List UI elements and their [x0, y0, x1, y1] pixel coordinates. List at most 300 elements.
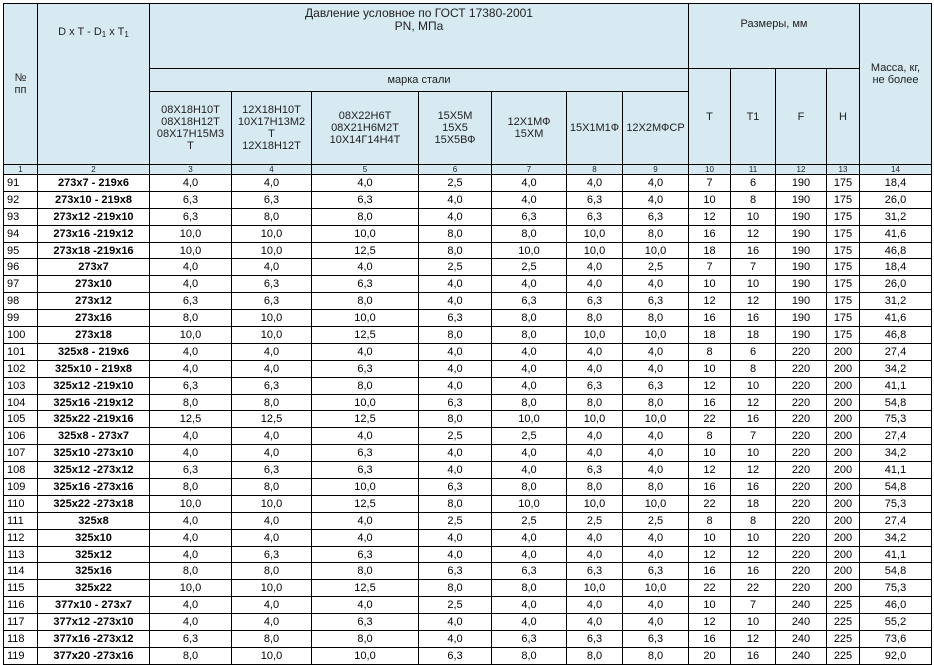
value-cell: 4,0 — [419, 631, 492, 648]
table-row — [4, 512, 932, 529]
value-cell: 4,0 — [492, 377, 567, 394]
value-cell: 10 — [689, 529, 731, 546]
value-cell: 10,0 — [567, 327, 623, 344]
value-cell: 200 — [827, 343, 860, 360]
value-cell: 10,0 — [567, 580, 623, 597]
value-cell: 4,0 — [232, 614, 312, 631]
value-cell: 2,5 — [419, 175, 492, 192]
value-cell: 6,3 — [567, 462, 623, 479]
value-cell: 8 — [731, 360, 776, 377]
value-cell: 6,3 — [312, 546, 419, 563]
value-cell: 190 — [776, 276, 827, 293]
value-cell: 220 — [776, 546, 827, 563]
value-cell: 6,3 — [232, 377, 312, 394]
value-cell: 41,1 — [860, 462, 932, 479]
value-cell: 4,0 — [312, 343, 419, 360]
dimension-cell: 325x8 — [38, 512, 150, 529]
table-row — [4, 310, 932, 327]
value-cell: 16 — [689, 310, 731, 327]
value-cell: 12 — [689, 462, 731, 479]
value-cell: 4,0 — [567, 428, 623, 445]
header-grade-3: 08Х22Н6Т 08Х21Н6М2Т 10Х14Г14Н4Т — [312, 92, 419, 165]
value-cell: 220 — [776, 394, 827, 411]
value-cell: 8,0 — [623, 647, 689, 664]
value-cell: 16 — [731, 242, 776, 259]
value-cell: 4,0 — [312, 428, 419, 445]
dimension-cell: 273x7 - 219x6 — [38, 175, 150, 192]
row-number-cell: 99 — [4, 310, 38, 327]
value-cell: 6,3 — [623, 563, 689, 580]
value-cell: 34,2 — [860, 529, 932, 546]
value-cell: 12 — [731, 546, 776, 563]
value-cell: 4,0 — [419, 377, 492, 394]
column-number-11: 11 — [731, 165, 776, 175]
value-cell: 2,5 — [567, 512, 623, 529]
row-number-cell: 109 — [4, 479, 38, 496]
flange-spec-table — [3, 3, 932, 665]
value-cell: 4,0 — [150, 512, 232, 529]
value-cell: 8,0 — [492, 647, 567, 664]
value-cell: 4,0 — [419, 529, 492, 546]
value-cell: 6,3 — [623, 377, 689, 394]
value-cell: 10,0 — [312, 479, 419, 496]
value-cell: 8,0 — [623, 479, 689, 496]
value-cell: 6,3 — [492, 631, 567, 648]
value-cell: 200 — [827, 411, 860, 428]
value-cell: 8,0 — [623, 225, 689, 242]
value-cell: 16 — [689, 631, 731, 648]
value-cell: 240 — [776, 614, 827, 631]
value-cell: 7 — [689, 175, 731, 192]
value-cell: 12,5 — [232, 411, 312, 428]
value-cell: 26,0 — [860, 191, 932, 208]
value-cell: 175 — [827, 327, 860, 344]
table-row — [4, 428, 932, 445]
table-row — [4, 225, 932, 242]
value-cell: 7 — [731, 259, 776, 276]
value-cell: 6,3 — [232, 293, 312, 310]
header-grade-6: 15Х1М1Ф — [567, 92, 623, 165]
value-cell: 6,3 — [232, 546, 312, 563]
value-cell: 4,0 — [419, 208, 492, 225]
value-cell: 8,0 — [232, 631, 312, 648]
value-cell: 175 — [827, 276, 860, 293]
value-cell: 6,3 — [419, 563, 492, 580]
value-cell: 10,0 — [623, 495, 689, 512]
value-cell: 16 — [689, 479, 731, 496]
value-cell: 200 — [827, 563, 860, 580]
value-cell: 22 — [731, 580, 776, 597]
value-cell: 41,1 — [860, 546, 932, 563]
row-number-cell: 108 — [4, 462, 38, 479]
value-cell: 4,0 — [312, 529, 419, 546]
table-row — [4, 597, 932, 614]
row-number-cell: 92 — [4, 191, 38, 208]
value-cell: 4,0 — [419, 293, 492, 310]
value-cell: 4,0 — [492, 462, 567, 479]
table-row — [4, 293, 932, 310]
value-cell: 4,0 — [150, 259, 232, 276]
value-cell: 8,0 — [150, 479, 232, 496]
value-cell: 16 — [689, 563, 731, 580]
value-cell: 175 — [827, 191, 860, 208]
column-number-13: 13 — [827, 165, 860, 175]
value-cell: 8 — [689, 343, 731, 360]
value-cell: 75,3 — [860, 411, 932, 428]
value-cell: 4,0 — [492, 546, 567, 563]
value-cell: 10,0 — [150, 495, 232, 512]
value-cell: 4,0 — [567, 276, 623, 293]
value-cell: 4,0 — [567, 360, 623, 377]
table-row — [4, 563, 932, 580]
dimension-cell: 325x12 -273x12 — [38, 462, 150, 479]
value-cell: 31,2 — [860, 293, 932, 310]
table-row — [4, 647, 932, 664]
value-cell: 8,0 — [150, 563, 232, 580]
value-cell: 4,0 — [623, 276, 689, 293]
value-cell: 4,0 — [232, 597, 312, 614]
dimension-cell: 273x7 — [38, 259, 150, 276]
value-cell: 92,0 — [860, 647, 932, 664]
value-cell: 10 — [731, 445, 776, 462]
value-cell: 4,0 — [623, 462, 689, 479]
row-number-cell: 118 — [4, 631, 38, 648]
value-cell: 10,0 — [312, 225, 419, 242]
dimension-cell: 325x10 — [38, 529, 150, 546]
value-cell: 4,0 — [567, 546, 623, 563]
value-cell: 4,0 — [567, 175, 623, 192]
dimension-cell: 325x22 -273x18 — [38, 495, 150, 512]
value-cell: 34,2 — [860, 445, 932, 462]
value-cell: 26,0 — [860, 276, 932, 293]
row-number-cell: 107 — [4, 445, 38, 462]
value-cell: 7 — [689, 259, 731, 276]
value-cell: 8,0 — [567, 647, 623, 664]
value-cell: 8 — [731, 191, 776, 208]
row-number-cell: 115 — [4, 580, 38, 597]
value-cell: 8,0 — [312, 208, 419, 225]
value-cell: 18,4 — [860, 175, 932, 192]
value-cell: 8,0 — [232, 563, 312, 580]
value-cell: 6,3 — [567, 631, 623, 648]
value-cell: 4,0 — [232, 512, 312, 529]
value-cell: 46,0 — [860, 597, 932, 614]
value-cell: 8,0 — [492, 310, 567, 327]
value-cell: 200 — [827, 360, 860, 377]
value-cell: 190 — [776, 175, 827, 192]
dimension-cell: 325x22 — [38, 580, 150, 597]
header-grade-1: 08Х18Н10Т 08Х18Н12Т 08Х17Н15М3 Т — [150, 92, 232, 165]
value-cell: 6,3 — [312, 360, 419, 377]
value-cell: 190 — [776, 191, 827, 208]
table-row — [4, 360, 932, 377]
value-cell: 10 — [689, 276, 731, 293]
value-cell: 200 — [827, 495, 860, 512]
value-cell: 8,0 — [150, 647, 232, 664]
value-cell: 6,3 — [419, 479, 492, 496]
value-cell: 4,0 — [419, 546, 492, 563]
table-row — [4, 191, 932, 208]
dimension-cell: 325x16 -219x12 — [38, 394, 150, 411]
column-number-1: 1 — [4, 165, 38, 175]
value-cell: 6,3 — [150, 191, 232, 208]
value-cell: 220 — [776, 445, 827, 462]
column-number-6: 6 — [419, 165, 492, 175]
dimension-cell: 273x12 — [38, 293, 150, 310]
table-row — [4, 259, 932, 276]
table-row — [4, 546, 932, 563]
value-cell: 4,0 — [623, 614, 689, 631]
value-cell: 200 — [827, 529, 860, 546]
value-cell: 190 — [776, 259, 827, 276]
value-cell: 4,0 — [232, 428, 312, 445]
row-number-cell: 112 — [4, 529, 38, 546]
value-cell: 8,0 — [232, 394, 312, 411]
table-row — [4, 242, 932, 259]
row-number-cell: 116 — [4, 597, 38, 614]
value-cell: 8,0 — [492, 327, 567, 344]
value-cell: 6,3 — [312, 462, 419, 479]
value-cell: 6,3 — [567, 563, 623, 580]
table-row — [4, 631, 932, 648]
value-cell: 4,0 — [623, 343, 689, 360]
table-row — [4, 377, 932, 394]
column-number-5: 5 — [312, 165, 419, 175]
value-cell: 4,0 — [623, 191, 689, 208]
value-cell: 2,5 — [492, 259, 567, 276]
value-cell: 4,0 — [492, 343, 567, 360]
value-cell: 4,0 — [232, 259, 312, 276]
column-number-14: 14 — [860, 165, 932, 175]
value-cell: 4,0 — [623, 175, 689, 192]
value-cell: 4,0 — [150, 175, 232, 192]
value-cell: 4,0 — [623, 360, 689, 377]
value-cell: 10,0 — [312, 310, 419, 327]
value-cell: 225 — [827, 597, 860, 614]
value-cell: 4,0 — [150, 529, 232, 546]
value-cell: 225 — [827, 614, 860, 631]
value-cell: 4,0 — [492, 276, 567, 293]
value-cell: 6,3 — [419, 310, 492, 327]
value-cell: 200 — [827, 546, 860, 563]
row-number-cell: 119 — [4, 647, 38, 664]
value-cell: 73,6 — [860, 631, 932, 648]
value-cell: 4,0 — [150, 445, 232, 462]
row-number-cell: 104 — [4, 394, 38, 411]
value-cell: 4,0 — [567, 259, 623, 276]
value-cell: 12 — [731, 631, 776, 648]
column-number-4: 4 — [232, 165, 312, 175]
column-number-7: 7 — [492, 165, 567, 175]
header-grade-5: 12Х1МФ 15ХМ — [492, 92, 567, 165]
value-cell: 6,3 — [232, 462, 312, 479]
header-size-t: T — [689, 69, 731, 165]
dimension-cell: 325x8 - 273x7 — [38, 428, 150, 445]
value-cell: 8,0 — [623, 394, 689, 411]
dimension-cell: 273x16 — [38, 310, 150, 327]
row-number-cell: 95 — [4, 242, 38, 259]
dimension-cell: 377x20 -273x16 — [38, 647, 150, 664]
value-cell: 10 — [731, 208, 776, 225]
value-cell: 6,3 — [312, 614, 419, 631]
value-cell: 12,5 — [312, 242, 419, 259]
value-cell: 10 — [731, 276, 776, 293]
value-cell: 12 — [731, 462, 776, 479]
value-cell: 4,0 — [623, 428, 689, 445]
value-cell: 8,0 — [312, 377, 419, 394]
value-cell: 6,3 — [419, 394, 492, 411]
value-cell: 4,0 — [150, 597, 232, 614]
value-cell: 10,0 — [492, 495, 567, 512]
value-cell: 200 — [827, 445, 860, 462]
header-size-t1: T1 — [731, 69, 776, 165]
header-mass: Масса, кг, не более — [860, 4, 932, 165]
row-number-cell: 111 — [4, 512, 38, 529]
value-cell: 175 — [827, 310, 860, 327]
value-cell: 10 — [689, 360, 731, 377]
dimension-cell: 325x22 -219x16 — [38, 411, 150, 428]
value-cell: 6,3 — [150, 377, 232, 394]
row-number-cell: 102 — [4, 360, 38, 377]
value-cell: 4,0 — [623, 529, 689, 546]
row-number-cell: 91 — [4, 175, 38, 192]
row-number-cell: 117 — [4, 614, 38, 631]
header-dim-main: D x T - D — [58, 26, 102, 38]
value-cell: 12 — [689, 293, 731, 310]
value-cell: 8,0 — [312, 563, 419, 580]
value-cell: 12 — [731, 225, 776, 242]
value-cell: 220 — [776, 479, 827, 496]
column-number-9: 9 — [623, 165, 689, 175]
table-row — [4, 479, 932, 496]
value-cell: 8,0 — [492, 580, 567, 597]
column-number-2: 2 — [38, 165, 150, 175]
value-cell: 18,4 — [860, 259, 932, 276]
header-dimensions — [38, 4, 150, 165]
value-cell: 4,0 — [232, 175, 312, 192]
header-sizes: Размеры, мм — [689, 4, 860, 69]
value-cell: 4,0 — [419, 445, 492, 462]
column-number-8: 8 — [567, 165, 623, 175]
value-cell: 10,0 — [232, 647, 312, 664]
value-cell: 6,3 — [419, 647, 492, 664]
value-cell: 4,0 — [419, 276, 492, 293]
value-cell: 8,0 — [419, 495, 492, 512]
value-cell: 240 — [776, 647, 827, 664]
value-cell: 8,0 — [567, 394, 623, 411]
value-cell: 6,3 — [232, 191, 312, 208]
value-cell: 220 — [776, 377, 827, 394]
value-cell: 4,0 — [567, 343, 623, 360]
value-cell: 16 — [731, 563, 776, 580]
row-number-cell: 97 — [4, 276, 38, 293]
table-row — [4, 580, 932, 597]
row-number-cell: 96 — [4, 259, 38, 276]
column-number-12: 12 — [776, 165, 827, 175]
value-cell: 2,5 — [492, 512, 567, 529]
value-cell: 10,0 — [232, 580, 312, 597]
value-cell: 200 — [827, 580, 860, 597]
value-cell: 175 — [827, 225, 860, 242]
value-cell: 4,0 — [232, 360, 312, 377]
row-number-cell: 94 — [4, 225, 38, 242]
row-number-cell: 105 — [4, 411, 38, 428]
value-cell: 54,8 — [860, 563, 932, 580]
dimension-cell: 325x12 -219x10 — [38, 377, 150, 394]
value-cell: 8,0 — [150, 394, 232, 411]
value-cell: 10 — [689, 445, 731, 462]
header-row-number: № пп — [4, 4, 38, 165]
value-cell: 27,4 — [860, 512, 932, 529]
row-number-cell: 110 — [4, 495, 38, 512]
value-cell: 20 — [689, 647, 731, 664]
table-row — [4, 343, 932, 360]
value-cell: 10,0 — [232, 495, 312, 512]
value-cell: 220 — [776, 411, 827, 428]
value-cell: 7 — [731, 597, 776, 614]
value-cell: 8,0 — [419, 580, 492, 597]
value-cell: 8,0 — [567, 479, 623, 496]
value-cell: 10,0 — [150, 327, 232, 344]
value-cell: 2,5 — [492, 428, 567, 445]
value-cell: 200 — [827, 394, 860, 411]
value-cell: 10,0 — [232, 327, 312, 344]
value-cell: 12 — [731, 293, 776, 310]
header-dim-sub1: 1 — [101, 30, 107, 39]
value-cell: 220 — [776, 529, 827, 546]
value-cell: 16 — [731, 310, 776, 327]
dimension-cell: 273x10 - 219x8 — [38, 191, 150, 208]
dimension-cell: 325x10 -273x10 — [38, 445, 150, 462]
dimension-cell: 273x18 -219x16 — [38, 242, 150, 259]
table-row — [4, 276, 932, 293]
value-cell: 4,0 — [492, 529, 567, 546]
value-cell: 4,0 — [567, 597, 623, 614]
value-cell: 4,0 — [150, 276, 232, 293]
value-cell: 2,5 — [419, 259, 492, 276]
header-grade-4: 15Х5М 15Х5 15Х5ВФ — [419, 92, 492, 165]
value-cell: 190 — [776, 310, 827, 327]
value-cell: 2,5 — [623, 259, 689, 276]
value-cell: 175 — [827, 175, 860, 192]
value-cell: 190 — [776, 242, 827, 259]
value-cell: 8,0 — [419, 327, 492, 344]
value-cell: 16 — [731, 647, 776, 664]
value-cell: 4,0 — [150, 546, 232, 563]
value-cell: 2,5 — [623, 512, 689, 529]
value-cell: 4,0 — [150, 360, 232, 377]
value-cell: 8,0 — [312, 631, 419, 648]
row-number-cell: 101 — [4, 343, 38, 360]
value-cell: 12 — [689, 208, 731, 225]
value-cell: 12,5 — [312, 327, 419, 344]
column-number-3: 3 — [150, 165, 232, 175]
value-cell: 4,0 — [492, 175, 567, 192]
value-cell: 55,2 — [860, 614, 932, 631]
value-cell: 10,0 — [623, 411, 689, 428]
value-cell: 8,0 — [232, 208, 312, 225]
value-cell: 8,0 — [312, 293, 419, 310]
value-cell: 220 — [776, 563, 827, 580]
value-cell: 16 — [731, 411, 776, 428]
dimension-cell: 325x8 - 219x6 — [38, 343, 150, 360]
table-row — [4, 208, 932, 225]
value-cell: 4,0 — [150, 428, 232, 445]
value-cell: 10,0 — [623, 242, 689, 259]
value-cell: 8 — [689, 512, 731, 529]
dimension-cell: 377x16 -273x12 — [38, 631, 150, 648]
dimension-cell: 377x10 - 273x7 — [38, 597, 150, 614]
